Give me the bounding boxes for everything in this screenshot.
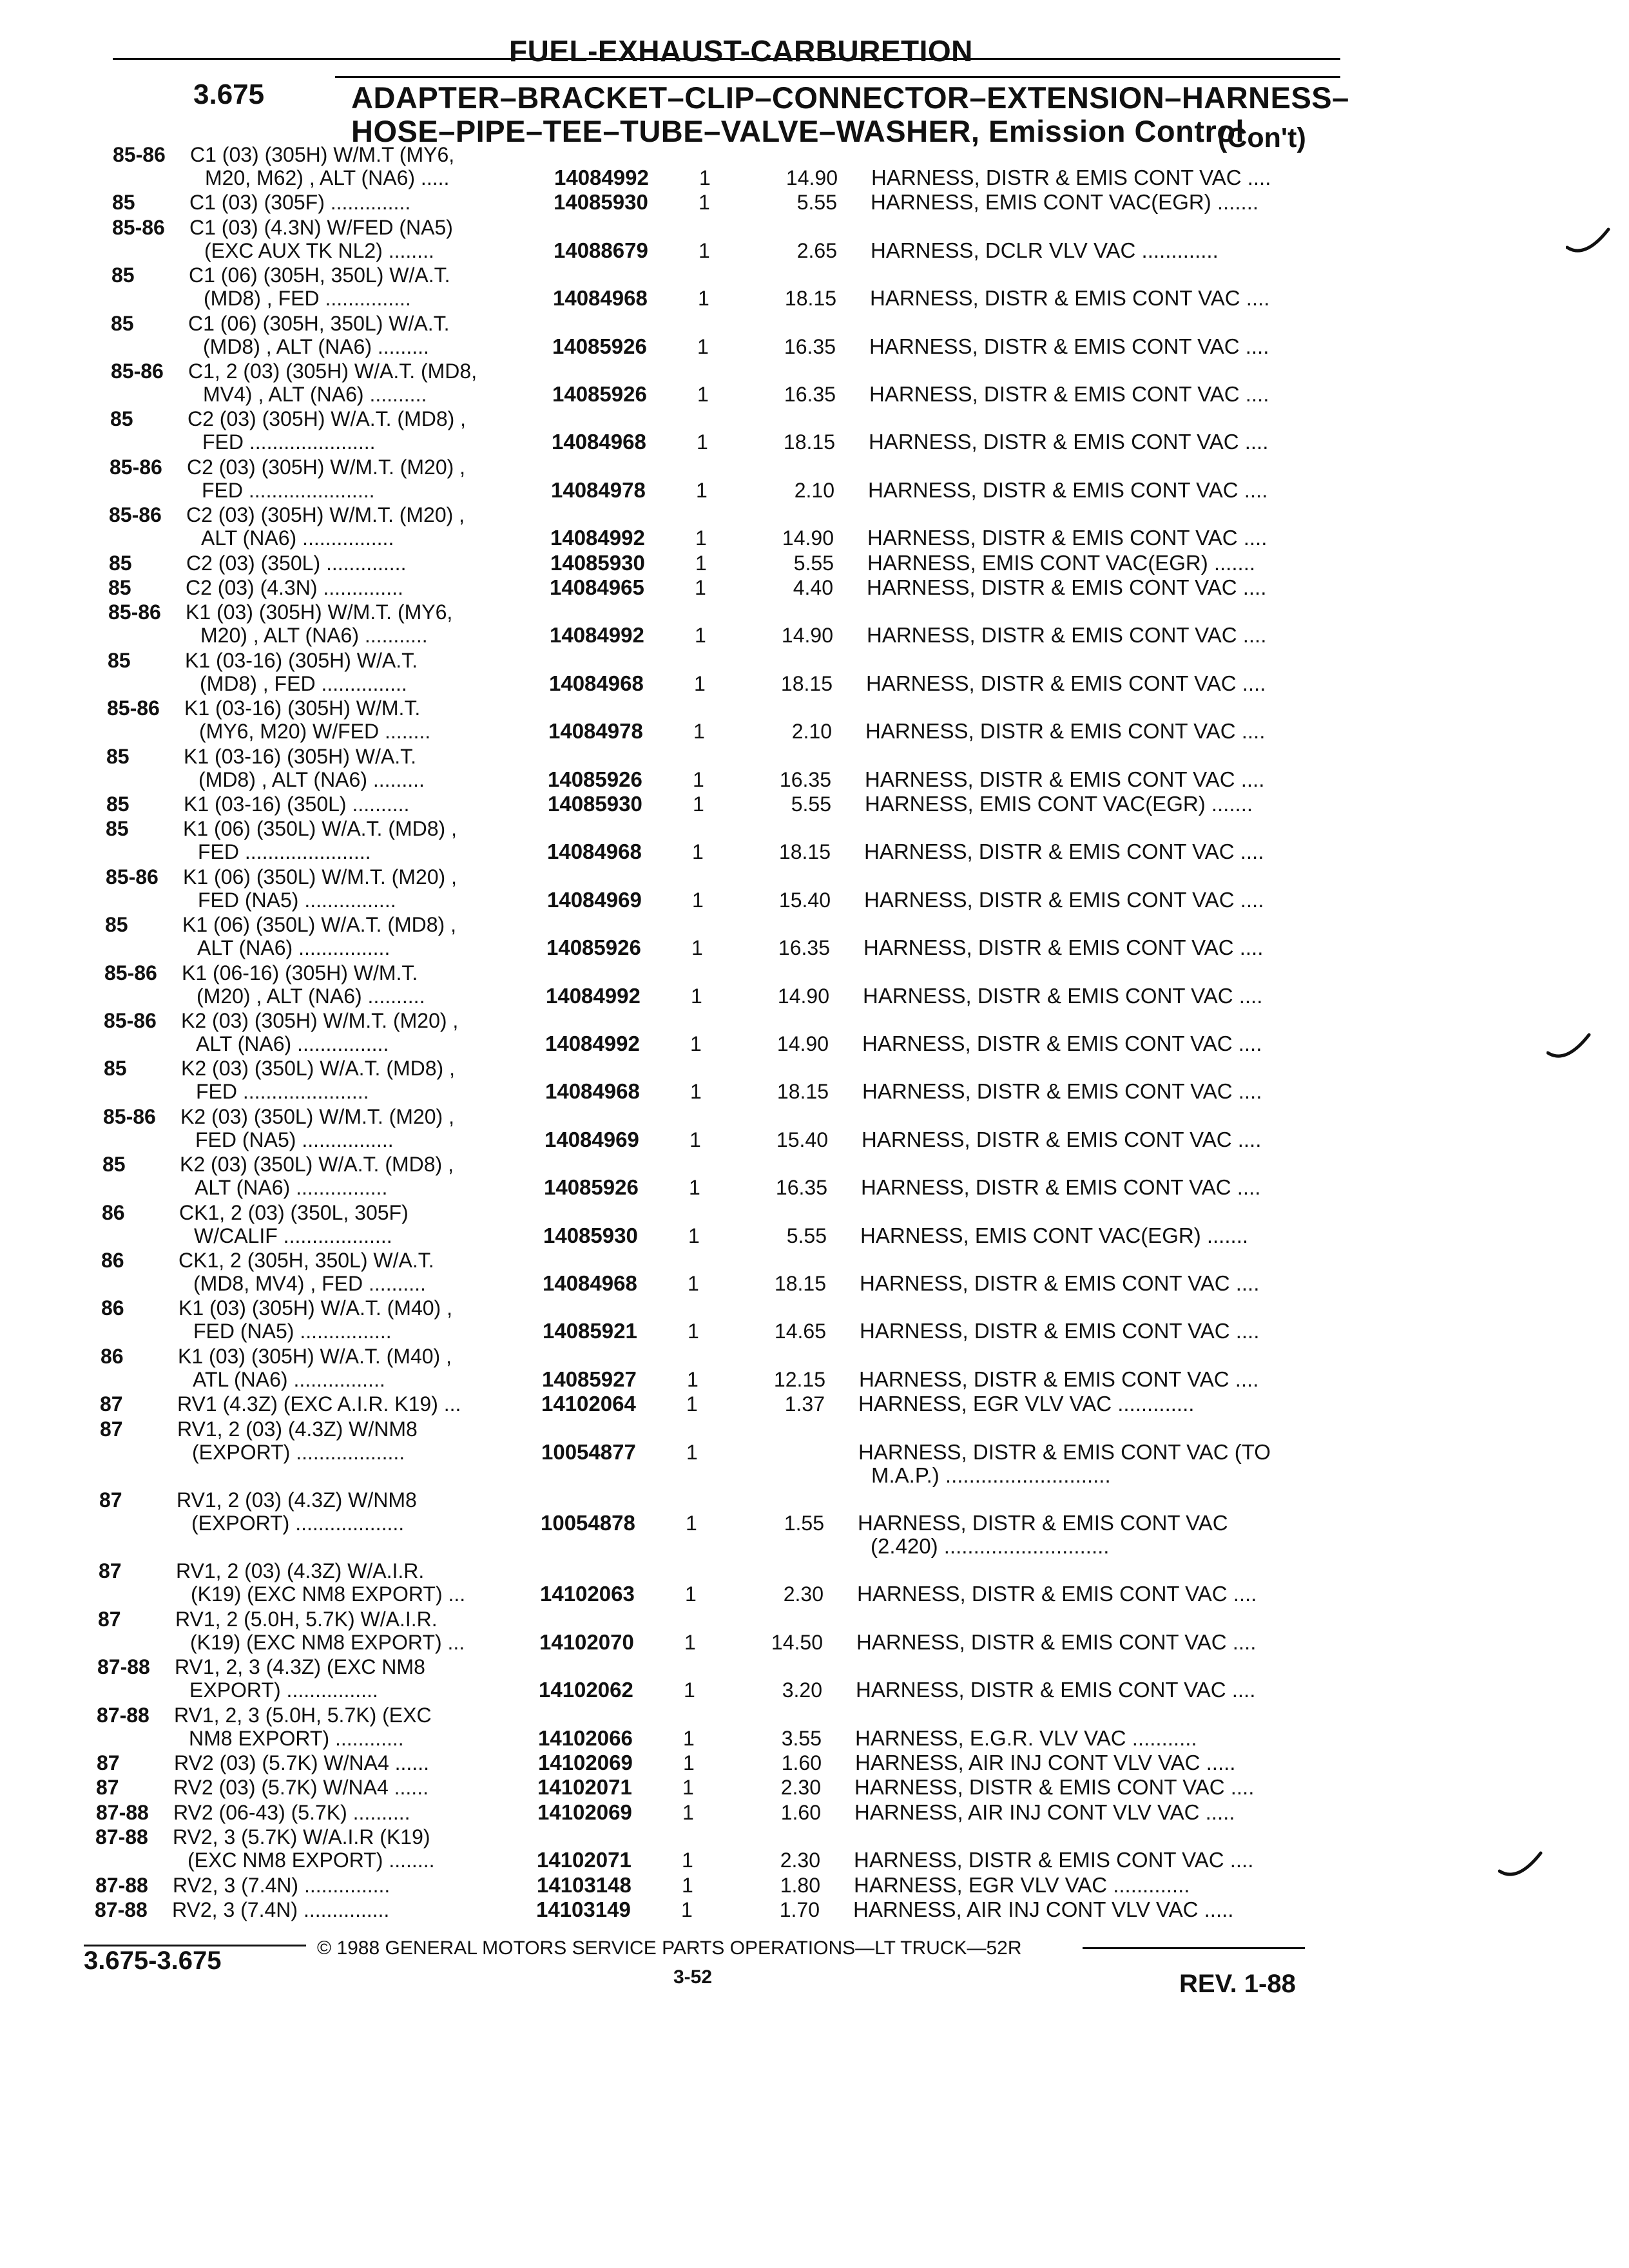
part-number: 14084992 — [554, 166, 649, 189]
model-years: 87-88 — [95, 1898, 148, 1921]
section-title: FUEL-EXHAUST-CARBURETION — [509, 34, 973, 68]
list-price: 16.35 — [778, 936, 830, 960]
application-text: K1 (06-16) (305H) W/M.T. — [182, 961, 418, 985]
quantity: 1 — [687, 1367, 699, 1391]
application-text: C1 (06) (305H, 350L) W/A.T. — [189, 264, 450, 287]
part-description: HARNESS, DISTR & EMIS CONT VAC .... — [854, 1775, 1255, 1800]
quantity: 1 — [695, 576, 706, 599]
application-text: (K19) (EXC NM8 EXPORT) ... — [191, 1582, 466, 1606]
application-text: RV1, 2, 3 (5.0H, 5.7K) (EXC — [174, 1703, 432, 1727]
part-description: (2.420) ............................ — [871, 1534, 1110, 1558]
list-price: 16.35 — [784, 383, 836, 406]
application-text: K1 (03-16) (305H) W/A.T. — [184, 744, 416, 768]
part-description: HARNESS, AIR INJ CONT VLV VAC ..... — [853, 1898, 1234, 1921]
list-price: 2.30 — [780, 1849, 820, 1872]
application-text: K1 (06) (350L) W/M.T. (M20) , — [183, 865, 457, 889]
application-text: NM8 EXPORT) ............ — [189, 1726, 404, 1750]
quantity: 1 — [699, 166, 711, 189]
application-text: K1 (06) (350L) W/A.T. (MD8) , — [183, 817, 457, 841]
part-number: 14084968 — [545, 1079, 640, 1104]
application-text: (EXPORT) ................... — [192, 1440, 405, 1464]
part-description: HARNESS, DISTR & EMIS CONT VAC (TO — [858, 1439, 1271, 1464]
application-text: K1 (03) (305H) W/A.T. (M40) , — [178, 1296, 452, 1320]
part-number: 14102063 — [540, 1582, 635, 1606]
application-text: FED ...................... — [196, 1080, 369, 1104]
check-mark-icon — [1498, 1849, 1543, 1888]
application-text: K1 (03-16) (305H) W/A.T. — [185, 648, 418, 672]
model-years: 85-86 — [110, 455, 162, 479]
page-number: 3-52 — [673, 1966, 713, 1988]
part-number: 14084978 — [548, 719, 643, 744]
application-text: RV2, 3 (5.7K) W/A.I.R (K19) — [173, 1825, 430, 1849]
model-years: 87-88 — [96, 1800, 149, 1824]
part-description: HARNESS, DISTR & EMIS CONT VAC .... — [862, 1127, 1262, 1151]
list-price: 18.15 — [778, 840, 831, 864]
application-text: ALT (NA6) ................ — [195, 1176, 388, 1200]
application-text: (MD8) , FED ............... — [204, 287, 411, 311]
part-description: HARNESS, DISTR & EMIS CONT VAC .... — [867, 526, 1268, 550]
model-years: 85 — [109, 551, 132, 575]
part-description: HARNESS, DISTR & EMIS CONT VAC .... — [862, 1079, 1262, 1104]
model-years: 86 — [101, 1296, 124, 1320]
model-years: 87 — [99, 1559, 122, 1583]
part-description: M.A.P.) ............................ — [871, 1463, 1111, 1487]
part-number: 14102062 — [539, 1678, 633, 1702]
quantity: 1 — [694, 671, 706, 695]
part-number: 14102064 — [541, 1392, 636, 1416]
part-number: 14084992 — [546, 983, 641, 1008]
part-description: HARNESS, DISTR & EMIS CONT VAC .... — [861, 1175, 1261, 1200]
part-description: HARNESS, EMIS CONT VAC(EGR) ....... — [860, 1223, 1249, 1247]
application-text: K1 (06) (350L) W/A.T. (MD8) , — [182, 913, 456, 937]
application-text: (M20) , ALT (NA6) .......... — [197, 984, 425, 1008]
application-text: K1 (03-16) (350L) .......... — [184, 793, 410, 816]
quantity: 1 — [697, 383, 709, 406]
model-years: 85-86 — [103, 1104, 156, 1128]
quantity: 1 — [691, 936, 703, 960]
list-price: 14.90 — [786, 166, 838, 189]
part-description: HARNESS, EGR VLV VAC ............. — [854, 1872, 1190, 1897]
application-text: M20, M62) , ALT (NA6) ..... — [205, 166, 450, 189]
quantity: 1 — [697, 430, 708, 454]
application-text: MV4) , ALT (NA6) .......... — [203, 383, 427, 406]
model-years: 85 — [106, 817, 129, 841]
quantity: 1 — [688, 1272, 699, 1295]
part-number: 14084968 — [552, 430, 646, 454]
quantity: 1 — [688, 1320, 699, 1343]
application-text: C2 (03) (4.3N) .............. — [186, 576, 403, 599]
list-price: 18.15 — [783, 430, 835, 454]
application-text: RV2, 3 (7.4N) ............... — [172, 1898, 390, 1921]
list-price: 2.10 — [791, 720, 832, 744]
list-price: 1.80 — [780, 1873, 820, 1897]
list-price: 14.65 — [774, 1320, 826, 1343]
part-number: 14102069 — [537, 1800, 632, 1824]
part-number: 10054878 — [541, 1511, 635, 1535]
group-range: 3.675-3.675 — [84, 1946, 222, 1975]
part-description: HARNESS, DISTR & EMIS CONT VAC .... — [862, 1032, 1262, 1055]
list-price: 2.65 — [796, 238, 837, 262]
quantity: 1 — [693, 720, 705, 744]
continued-label: (Con't) — [1218, 122, 1306, 153]
application-text: RV1, 2 (03) (4.3Z) W/NM8 — [177, 1488, 417, 1512]
application-text: FED ...................... — [198, 840, 371, 864]
application-text: K2 (03) (350L) W/A.T. (MD8) , — [181, 1057, 455, 1081]
model-years: 85 — [108, 576, 131, 599]
application-text: K1 (03-16) (305H) W/M.T. — [184, 697, 421, 720]
list-price: 14.50 — [771, 1630, 823, 1654]
quantity: 1 — [699, 238, 710, 262]
check-mark-icon — [1547, 1031, 1592, 1070]
model-years: 87 — [96, 1776, 119, 1800]
part-number: 14085930 — [548, 792, 642, 816]
list-price: 1.60 — [781, 1751, 822, 1774]
quantity: 1 — [681, 1898, 693, 1921]
part-number: 14085926 — [552, 382, 647, 406]
quantity: 1 — [682, 1873, 693, 1897]
part-number: 14102070 — [539, 1629, 634, 1654]
model-years: 87 — [100, 1392, 123, 1416]
model-years: 87-88 — [95, 1873, 148, 1897]
quantity: 1 — [686, 1440, 698, 1464]
part-description: HARNESS, AIR INJ CONT VLV VAC ..... — [855, 1751, 1236, 1774]
model-years: 87 — [98, 1607, 121, 1631]
application-text: RV1, 2 (03) (4.3Z) W/NM8 — [177, 1417, 418, 1441]
part-description: HARNESS, EMIS CONT VAC(EGR) ....... — [867, 550, 1256, 575]
quantity: 1 — [693, 793, 704, 816]
application-text: (EXPORT) ................... — [191, 1512, 405, 1535]
list-price: 1.55 — [784, 1512, 824, 1535]
application-text: RV2 (03) (5.7K) W/NA4 ...... — [174, 1751, 429, 1774]
application-text: ATL (NA6) ................ — [193, 1367, 385, 1391]
part-number: 14085926 — [544, 1175, 639, 1200]
part-number: 14102069 — [538, 1751, 633, 1774]
model-years: 85 — [110, 407, 133, 431]
group-heading-line-1: ADAPTER–BRACKET–CLIP–CONNECTOR–EXTENSION–HARNESS– — [351, 81, 1349, 115]
list-price: 18.15 — [776, 1080, 829, 1104]
list-price: 3.55 — [781, 1726, 822, 1750]
part-description: HARNESS, DISTR & EMIS CONT VAC .... — [863, 983, 1263, 1008]
part-description: HARNESS, DISTR & EMIS CONT VAC .... — [865, 719, 1266, 744]
list-price: 4.40 — [793, 576, 833, 599]
application-text: FED (NA5) ................ — [195, 1128, 394, 1151]
part-description: HARNESS, DISTR & EMIS CONT VAC .... — [860, 1271, 1260, 1295]
part-description: HARNESS, EMIS CONT VAC(EGR) ....... — [865, 792, 1253, 816]
quantity: 1 — [683, 1751, 695, 1774]
quantity: 1 — [695, 551, 707, 575]
list-price: 2.30 — [780, 1776, 821, 1800]
part-number: 14084968 — [543, 1271, 637, 1295]
model-years: 86 — [101, 1344, 124, 1368]
part-number: 14084992 — [545, 1032, 640, 1055]
list-price: 5.55 — [791, 793, 831, 816]
part-number: 10054877 — [541, 1439, 636, 1464]
list-price: 3.20 — [782, 1678, 822, 1702]
model-years: 85-86 — [108, 601, 161, 624]
model-years: 87 — [97, 1751, 120, 1774]
application-text: RV2 (03) (5.7K) W/NA4 ...... — [173, 1776, 429, 1800]
part-number: 14102071 — [537, 1775, 632, 1800]
model-years: 85 — [108, 648, 131, 672]
application-text: K2 (03) (305H) W/M.T. (M20) , — [181, 1009, 459, 1032]
application-text: EXPORT) ................ — [189, 1678, 378, 1702]
group-number: 3.675 — [193, 79, 265, 110]
application-text: FED ...................... — [202, 478, 375, 502]
application-text: (MD8) , FED ............... — [200, 671, 407, 695]
group-heading-line-2: HOSE–PIPE–TEE–TUBE–VALVE–WASHER, Emission Control — [351, 114, 1245, 148]
model-years: 85 — [106, 744, 130, 768]
model-years: 85-86 — [104, 961, 157, 985]
application-text: (MD8) , ALT (NA6) ......... — [198, 767, 425, 791]
quantity: 1 — [684, 1630, 696, 1654]
quantity: 1 — [689, 1176, 700, 1200]
list-price: 16.35 — [779, 767, 831, 791]
part-number: 14085927 — [542, 1367, 637, 1391]
model-years: 85 — [102, 1153, 126, 1177]
list-price: 5.55 — [796, 191, 837, 215]
application-text: C2 (03) (305H) W/M.T. (M20) , — [187, 455, 466, 479]
quantity: 1 — [690, 1032, 702, 1055]
part-description: HARNESS, E.G.R. VLV VAC ........... — [855, 1725, 1197, 1750]
part-number: 14085930 — [550, 550, 645, 575]
application-text: (EXC NM8 EXPORT) ........ — [188, 1849, 435, 1872]
quantity: 1 — [685, 1582, 697, 1606]
part-description: HARNESS, DISTR & EMIS CONT VAC .... — [869, 334, 1269, 358]
quantity: 1 — [691, 984, 702, 1008]
quantity: 1 — [699, 191, 710, 215]
quantity: 1 — [698, 287, 709, 311]
part-description: HARNESS, DISTR & EMIS CONT VAC .... — [863, 936, 1264, 960]
application-text: C1 (06) (305H, 350L) W/A.T. — [188, 311, 450, 335]
model-years: 85-86 — [107, 697, 160, 720]
model-years: 87-88 — [97, 1703, 149, 1727]
quantity: 1 — [695, 526, 707, 550]
application-text: RV2 (06-43) (5.7K) .......... — [173, 1800, 410, 1824]
list-price: 18.15 — [774, 1272, 826, 1295]
model-years: 87 — [100, 1417, 123, 1441]
application-text: C2 (03) (305H) W/A.T. (MD8) , — [188, 407, 467, 431]
part-number: 14084969 — [547, 887, 642, 912]
application-text: (MD8, MV4) , FED .......... — [193, 1272, 426, 1295]
application-text: (MY6, M20) W/FED ........ — [199, 720, 431, 744]
list-price: 15.40 — [776, 1128, 828, 1151]
list-price: 14.90 — [776, 1032, 829, 1055]
part-number: 14084969 — [545, 1127, 639, 1151]
application-text: RV2, 3 (7.4N) ............... — [173, 1873, 390, 1897]
application-text: RV1, 2, 3 (4.3Z) (EXC NM8 — [175, 1655, 425, 1679]
quantity: 1 — [684, 1678, 695, 1702]
part-description: HARNESS, DISTR & EMIS CONT VAC .... — [868, 477, 1268, 502]
list-price: 15.40 — [778, 888, 831, 912]
application-text: (MD8) , ALT (NA6) ......... — [203, 334, 429, 358]
quantity: 1 — [693, 767, 704, 791]
list-price: 1.60 — [780, 1800, 821, 1824]
application-text: M20) , ALT (NA6) ........... — [200, 624, 428, 648]
part-description: HARNESS, DISTR & EMIS CONT VAC .... — [857, 1582, 1257, 1606]
model-years: 87 — [99, 1488, 122, 1512]
list-price: 14.90 — [782, 526, 834, 550]
application-text: FED (NA5) ................ — [198, 888, 396, 912]
application-text: K1 (03) (305H) W/M.T. (MY6, — [186, 601, 453, 624]
part-number: 14084968 — [547, 840, 642, 864]
application-text: C1, 2 (03) (305H) W/A.T. (MD8, — [188, 360, 477, 383]
list-price: 2.10 — [794, 478, 834, 502]
application-text: ALT (NA6) ................ — [196, 1032, 389, 1055]
part-number: 14084978 — [551, 477, 646, 502]
part-description: HARNESS, DISTR & EMIS CONT VAC .... — [860, 1319, 1260, 1343]
list-price: 2.30 — [783, 1582, 824, 1606]
quantity: 1 — [682, 1849, 693, 1872]
part-description: HARNESS, DISTR & EMIS CONT VAC .... — [870, 286, 1270, 311]
model-years: 85 — [106, 793, 130, 816]
list-price: 5.55 — [786, 1224, 827, 1247]
quantity: 1 — [696, 478, 708, 502]
application-text: C2 (03) (350L) .............. — [186, 551, 407, 575]
application-text: W/CALIF ................... — [194, 1224, 392, 1247]
part-number: 14084965 — [550, 575, 644, 599]
part-description: HARNESS, DISTR & EMIS CONT VAC .... — [866, 671, 1266, 695]
part-number: 14085926 — [546, 936, 641, 960]
application-text: K2 (03) (350L) W/M.T. (M20) , — [180, 1104, 454, 1128]
part-description: HARNESS, DISTR & EMIS CONT VAC .... — [867, 575, 1267, 599]
list-price: 12.15 — [773, 1367, 825, 1391]
part-number: 14085921 — [543, 1319, 637, 1343]
quantity: 1 — [682, 1800, 694, 1824]
application-text: RV1, 2 (5.0H, 5.7K) W/A.I.R. — [175, 1607, 438, 1631]
part-number: 14103148 — [537, 1872, 631, 1897]
check-mark-icon — [1566, 226, 1611, 264]
quantity: 1 — [688, 1224, 700, 1247]
part-description: HARNESS, DISTR & EMIS CONT VAC .... — [856, 1678, 1256, 1702]
list-price: 16.35 — [784, 334, 836, 358]
part-number: 14088679 — [554, 238, 648, 262]
list-price: 14.90 — [777, 984, 829, 1008]
revision-label: REV. 1-88 — [1179, 1970, 1296, 1998]
part-description: HARNESS, EMIS CONT VAC(EGR) ....... — [871, 190, 1259, 215]
part-description: HARNESS, DCLR VLV VAC ............. — [871, 238, 1219, 262]
model-years: 85 — [111, 264, 135, 287]
list-price: 1.70 — [779, 1898, 820, 1921]
part-description: HARNESS, DISTR & EMIS CONT VAC .... — [871, 166, 1271, 189]
model-years: 87-88 — [97, 1655, 150, 1679]
application-text: RV1, 2 (03) (4.3Z) W/A.I.R. — [176, 1559, 425, 1583]
model-years: 85-86 — [104, 1009, 157, 1032]
quantity: 1 — [692, 840, 704, 864]
model-years: 86 — [102, 1200, 125, 1224]
list-price: 16.35 — [775, 1176, 827, 1200]
list-price: 1.37 — [784, 1392, 825, 1416]
part-description: HARNESS, DISTR & EMIS CONT VAC .... — [859, 1367, 1259, 1391]
model-years: 85 — [111, 311, 134, 335]
part-description: HARNESS, DISTR & EMIS CONT VAC .... — [869, 430, 1269, 454]
copyright-notice: © 1988 GENERAL MOTORS SERVICE PARTS OPERATIONS—LT TRUCK—52R — [317, 1937, 1022, 1959]
quantity: 1 — [692, 888, 704, 912]
model-years: 85-86 — [111, 360, 164, 383]
application-text: C1 (03) (4.3N) W/FED (NA5) — [189, 215, 453, 239]
part-number: 14103149 — [536, 1898, 631, 1921]
application-text: (EXC AUX TK NL2) ........ — [204, 238, 434, 262]
part-description: HARNESS, DISTR & EMIS CONT VAC .... — [864, 887, 1264, 912]
part-number: 14102066 — [538, 1725, 633, 1750]
part-description: HARNESS, DISTR & EMIS CONT VAC — [858, 1511, 1228, 1535]
list-price: 18.15 — [780, 671, 833, 695]
quantity: 1 — [686, 1512, 697, 1535]
quantity: 1 — [689, 1128, 701, 1151]
part-number: 14102071 — [537, 1848, 631, 1872]
footer-rule-right — [1083, 1947, 1305, 1949]
model-years: 85 — [105, 913, 128, 937]
part-number: 14084968 — [553, 286, 648, 311]
application-text: (K19) (EXC NM8 EXPORT) ... — [190, 1630, 465, 1654]
part-description: HARNESS, DISTR & EMIS CONT VAC .... — [867, 623, 1267, 648]
part-description: HARNESS, DISTR & EMIS CONT VAC .... — [864, 840, 1264, 864]
application-text: C1 (03) (305F) .............. — [189, 191, 411, 215]
model-years: 85-86 — [106, 865, 159, 889]
part-description: HARNESS, DISTR & EMIS CONT VAC .... — [854, 1848, 1254, 1872]
part-description: HARNESS, AIR INJ CONT VLV VAC ..... — [854, 1800, 1235, 1824]
model-years: 87-88 — [95, 1825, 148, 1849]
quantity: 1 — [695, 624, 706, 648]
model-years: 85-86 — [112, 215, 165, 239]
list-price: 18.15 — [784, 287, 836, 311]
part-number: 14085930 — [554, 190, 648, 215]
part-description: HARNESS, DISTR & EMIS CONT VAC .... — [869, 382, 1269, 406]
part-description: HARNESS, DISTR & EMIS CONT VAC .... — [865, 767, 1265, 791]
quantity: 1 — [686, 1392, 698, 1416]
application-text: K2 (03) (350L) W/A.T. (MD8) , — [180, 1153, 454, 1177]
part-number: 14085926 — [552, 334, 647, 358]
list-price: 14.90 — [781, 624, 833, 648]
application-text: FED (NA5) ................ — [193, 1320, 392, 1343]
list-price: 5.55 — [793, 551, 834, 575]
model-years: 85 — [112, 191, 135, 215]
part-description: HARNESS, EGR VLV VAC ............. — [858, 1392, 1195, 1416]
part-number: 14084992 — [550, 526, 645, 550]
part-number: 14085926 — [548, 767, 642, 791]
application-text: ALT (NA6) ................ — [197, 936, 390, 960]
application-text: K1 (03) (305H) W/A.T. (M40) , — [178, 1344, 452, 1368]
part-description: HARNESS, DISTR & EMIS CONT VAC .... — [856, 1629, 1257, 1654]
application-text: ALT (NA6) ................ — [201, 526, 394, 550]
application-text: FED ...................... — [202, 430, 376, 454]
model-years: 85 — [104, 1057, 127, 1081]
quantity: 1 — [690, 1080, 702, 1104]
model-years: 86 — [101, 1249, 124, 1272]
part-number: 14085930 — [543, 1223, 638, 1247]
quantity: 1 — [697, 334, 709, 358]
application-text: C2 (03) (305H) W/M.T. (M20) , — [186, 503, 465, 527]
application-text: RV1 (4.3Z) (EXC A.I.R. K19) ... — [177, 1392, 461, 1416]
quantity: 1 — [682, 1776, 694, 1800]
quantity: 1 — [683, 1726, 695, 1750]
model-years: 85-86 — [109, 503, 162, 527]
application-text: CK1, 2 (03) (350L, 305F) — [179, 1200, 409, 1224]
application-text: C1 (03) (305H) W/M.T (MY6, — [190, 143, 455, 166]
part-number: 14084992 — [550, 623, 644, 648]
application-text: CK1, 2 (305H, 350L) W/A.T. — [178, 1249, 434, 1272]
part-number: 14084968 — [549, 671, 644, 695]
model-years: 85-86 — [113, 143, 166, 166]
